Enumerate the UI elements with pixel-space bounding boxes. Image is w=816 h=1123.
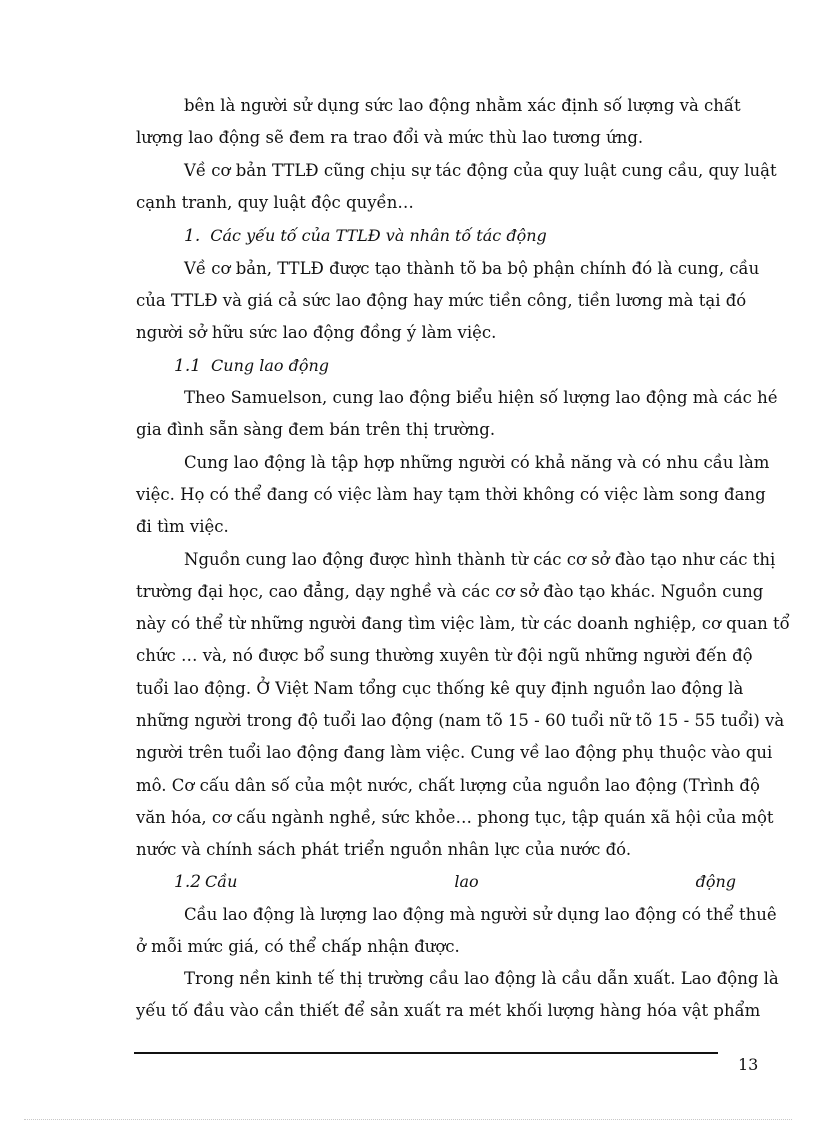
paragraph-line: Cầu lao động là lượng lao động mà người sử dụng lao động có thể thuê (184, 905, 777, 924)
paragraph-line: tuổi lao động. Ở Việt Nam tổng cục thống kê quy định nguồn lao động là (136, 679, 744, 698)
paragraph-line: trường đại học, cao đẳng, dạy nghề và các cơ sở đào tạo khác. Nguồn cung (136, 582, 764, 601)
paragraph-line: của TTLĐ và giá cả sức lao động hay mức tiền công, tiền lương mà tại đó (136, 291, 747, 310)
section-title-word: động (695, 872, 736, 891)
paragraph-line: Nguồn cung lao động được hình thành từ các cơ sở đào tạo như các thị (184, 550, 776, 569)
section-number: 1.2 (174, 872, 202, 892)
section-title-word: Cầu (205, 872, 238, 891)
section-title-word: lao (454, 872, 479, 891)
footer-divider (134, 1052, 718, 1054)
section-title: Cung lao động (211, 356, 330, 375)
paragraph-line: Về cơ bản TTLĐ cũng chịu sự tác động của quy luật cung cầu, quy luật (184, 161, 777, 180)
paragraph-line: này có thể từ những người đang tìm việc làm, từ các doanh nghiệp, cơ quan tổ (136, 614, 790, 633)
paragraph-line: người sở hữu sức lao động đồng ý làm việc. (136, 323, 497, 342)
paragraph-line: những người trong độ tuổi lao động (nam tõ 15 - 60 tuổi nữ tõ 15 - 55 tuổi) và (136, 711, 785, 730)
paragraph-line: chức … và, nó được bổ sung thường xuyên từ đội ngũ những người đến độ (136, 646, 753, 665)
paragraph-line: Trong nền kinh tế thị trường cầu lao động là cầu dẫn xuất. Lao động là (184, 969, 779, 988)
section-heading-1 (184, 224, 784, 248)
paragraph-line: Theo Samuelson, cung lao động biểu hiện số lượng lao động mà các hé (184, 388, 778, 407)
page-number: 13 (738, 1055, 759, 1074)
section-number-and-title (174, 870, 237, 894)
section-heading-1-1 (174, 354, 774, 378)
paragraph-line: lượng lao động sẽ đem ra trao đổi và mức thù lao tương ứng. (136, 128, 644, 147)
section-number: 1.1 (174, 356, 202, 376)
section-heading-1-2 (174, 870, 736, 894)
paragraph-line: văn hóa, cơ cấu ngành nghề, sức khỏe… phong tục, tập quán xã hội của một (136, 808, 774, 827)
paragraph-line: ở mỗi mức giá, có thể chấp nhận được. (136, 937, 460, 956)
paragraph-line: mô. Cơ cấu dân số của một nước, chất lượng của nguồn lao động (Trình độ (136, 776, 760, 795)
section-number: 1. (184, 226, 201, 246)
paragraph-line: đi tìm việc. (136, 517, 229, 536)
paragraph-line: bên là người sử dụng sức lao động nhằm xác định số lượng và chất (184, 96, 741, 115)
section-title: Các yếu tố của TTLĐ và nhân tố tác động (210, 226, 547, 245)
paragraph-line: người trên tuổi lao động đang làm việc. Cung về lao động phụ thuộc vào qui (136, 743, 773, 762)
paragraph-line: yếu tố đầu vào cần thiết để sản xuất ra mét khối lượng hàng hóa vật phẩm (136, 1001, 761, 1020)
paragraph-line: nước và chính sách phát triển nguồn nhân lực của nước đó. (136, 840, 632, 859)
page-edge-divider (24, 1119, 792, 1120)
paragraph-line: gia đình sẵn sàng đem bán trên thị trường. (136, 420, 496, 439)
paragraph-line: Cung lao động là tập hợp những người có khả năng và có nhu cầu làm (184, 453, 770, 472)
paragraph-line: cạnh tranh, quy luật độc quyền… (136, 193, 414, 212)
paragraph-line: việc. Họ có thể đang có việc làm hay tạm thời không có việc làm song đang (136, 485, 766, 504)
paragraph-line: Về cơ bản, TTLĐ được tạo thành tõ ba bộ phận chính đó là cung, cầu (184, 259, 760, 278)
